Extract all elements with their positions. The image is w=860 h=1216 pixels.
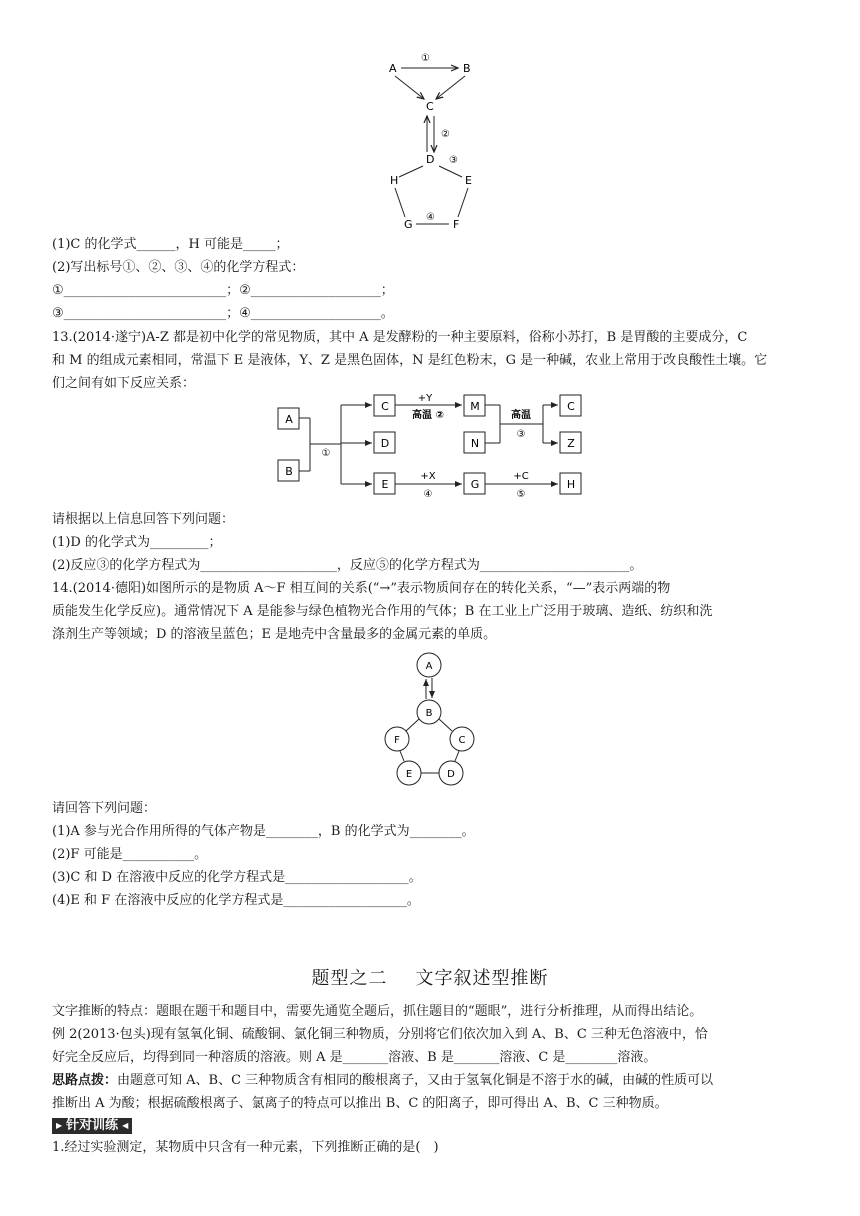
q14-line-4: 请回答下列问题： — [52, 801, 157, 816]
box-E: E — [381, 478, 389, 491]
q12-line-2: (2)写出标号①、②、③、④的化学方程式： — [52, 260, 305, 275]
node-B: B — [463, 62, 471, 75]
hint-line-2: 推断出 A 为酸；根据硫酸根离子、氯离子的特点可以推出 B、C 的阳离子，即可得出 A、B、C 三种物质。 — [52, 1096, 668, 1111]
circle-D: D — [447, 769, 455, 780]
box-C: C — [381, 400, 389, 413]
label-3: ③ — [516, 429, 526, 440]
triangle-left-icon: ◀ — [122, 1121, 129, 1130]
box-G: G — [470, 478, 480, 491]
q14-line-8: (4)E 和 F 在溶液中反应的化学方程式是___________________。 — [52, 893, 420, 908]
box-B: B — [285, 465, 293, 478]
circle-E: E — [405, 769, 413, 780]
sec2-line-3: 好完全反应后，均得到同一种溶质的溶液。则 A 是_______溶液、B 是_______溶液、C 是________溶液。 — [52, 1050, 657, 1065]
q13-line-6: (2)反应③的化学方程式为_____________________，反应⑤的化学方程式为_______________________。 — [52, 558, 643, 573]
label-2: ② — [441, 129, 450, 140]
node-E: E — [465, 174, 472, 187]
section-heading — [0, 964, 860, 990]
q14-line-2: 质能发生化学反应)。通常情况下 A 是能参与绿色植物光合作用的气体；B 在工业上广泛用于玻璃、造纸、纺织和洗 — [52, 604, 713, 619]
circle-C: C — [458, 735, 466, 746]
label-plusY: +Y — [417, 393, 433, 404]
q14-line-1: 14.(2014·德阳)如图所示的是物质 A～F 相互间的关系(“→”表示物质间存在的转化关系，“—”表示两端的物 — [52, 581, 671, 596]
label-plusX: +X — [420, 471, 436, 482]
q12-line-3: ①_________________________；②____________________； — [52, 283, 394, 298]
label-4: ④ — [423, 489, 433, 500]
triangle-right-icon: ▶ — [56, 1121, 63, 1130]
q13-line-3: 们之间有如下反应关系： — [52, 376, 196, 391]
label-gaowen-2: 高温 ② — [412, 410, 444, 421]
box-Z: Z — [567, 437, 575, 450]
label-3: ③ — [449, 155, 458, 166]
label-gaowen: 高温 — [511, 410, 531, 421]
hint-text-1: 由题意可知 A、B、C 三种物质含有相同的酸根离子，又由于氢氧化铜是不溶于水的碱，由碱的性质可以 — [117, 1073, 714, 1088]
q14-line-7: (3)C 和 D 在溶液中反应的化学方程式是___________________。 — [52, 870, 422, 885]
relation-diagram-3 — [0, 648, 860, 788]
q14-line-5: (1)A 参与光合作用所得的气体产物是________，B 的化学式为________。 — [52, 824, 475, 839]
q13-line-4: 请根据以上信息回答下列问题： — [52, 512, 235, 527]
box-D: D — [380, 437, 390, 450]
box-C2: C — [567, 400, 575, 413]
q13-line-1: 13.(2014·遂宁)A-Z 都是初中化学的常见物质，其中 A 是发酵粉的一种主要原料，俗称小苏打，B 是胃酸的主要成分，C — [52, 330, 748, 345]
box-N: N — [470, 437, 480, 450]
sec2-line-2: 例 2(2013·包头)现有氢氧化铜、硫酸铜、氯化铜三种物质，分别将它们依次加入到 A、B、C 三种无色溶液中，恰 — [52, 1027, 708, 1042]
box-A: A — [285, 413, 293, 426]
box-H: H — [566, 478, 576, 491]
q12-line-4: ③_________________________；④____________________。 — [52, 306, 394, 321]
node-A: A — [389, 62, 397, 75]
label-5: ⑤ — [516, 489, 526, 500]
q14-line-6: (2)F 可能是___________。 — [52, 847, 208, 862]
node-F: F — [453, 218, 460, 231]
node-D: D — [426, 153, 435, 166]
node-G: G — [404, 218, 413, 231]
section-title: 题型之二 — [311, 968, 388, 989]
circle-A: A — [425, 661, 433, 672]
label-1: ① — [321, 448, 331, 459]
practice-question-1: 1.经过实验测定，某物质中只含有一种元素，下列推断正确的是( ) — [52, 1140, 439, 1155]
section-subtitle: 文字叙述型推断 — [415, 968, 549, 989]
label-plusC: +C — [513, 471, 529, 482]
hint-line-1 — [52, 1072, 713, 1090]
node-C: C — [426, 100, 434, 113]
label-1: ① — [421, 53, 430, 64]
reaction-diagram-1 — [0, 0, 860, 240]
circle-B: B — [425, 708, 433, 719]
hint-label: 思路点拨： — [52, 1073, 118, 1088]
q13-line-5: (1)D 的化学式为_________； — [52, 535, 222, 550]
circle-F: F — [394, 735, 400, 746]
practice-label: 针对训练 — [66, 1118, 119, 1133]
q12-line-1: (1)C 的化学式______，H 可能是_____； — [52, 237, 289, 252]
sec2-line-1: 文字推断的特点：题眼在题干和题目中，需要先通览全题后，抓住题目的“题眼”，进行分析推理，从而得出结论。 — [52, 1004, 703, 1019]
practice-banner — [52, 1118, 132, 1134]
box-M: M — [470, 400, 480, 413]
label-4: ④ — [426, 212, 435, 223]
q13-line-2: 和 M 的组成元素相同，常温下 E 是液体，Y、Z 是黑色固体，N 是红色粉末，G 是一种碱，农业上常用于改良酸性土壤。它 — [52, 353, 768, 368]
q14-line-3: 涤剂生产等领域；D 的溶液呈蓝色；E 是地壳中含量最多的金属元素的单质。 — [52, 627, 497, 642]
reaction-diagram-2 — [0, 390, 860, 520]
node-H: H — [390, 174, 399, 187]
